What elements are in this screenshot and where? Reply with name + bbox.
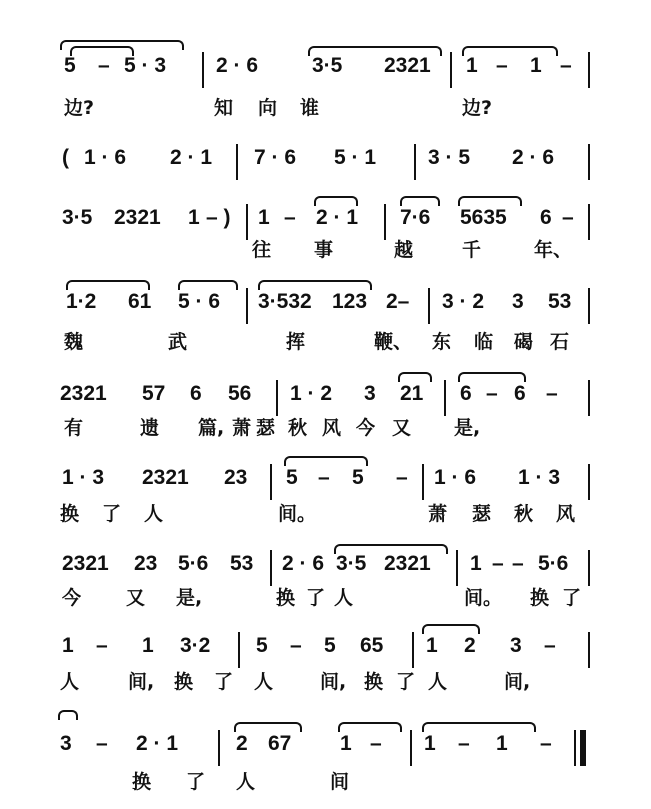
bar-line [276,380,278,416]
note: – [486,382,498,405]
bar-line [588,550,590,586]
note: 2321 [60,382,107,405]
note: 1 [258,206,270,229]
note: 3 [60,732,72,755]
lyric-char: 秋 [514,503,534,525]
lyric-char: 换 [276,587,296,609]
note: – [96,732,108,755]
note: 5 [64,54,76,77]
note: 5·6 [538,552,569,575]
note: 1 [142,634,154,657]
note: 2 · 6 [512,146,555,169]
slur-arc [422,722,536,732]
note: 5635 [460,206,507,229]
note: 6 [514,382,526,405]
note: 6 [460,382,472,405]
bar-line [574,730,576,766]
note: 3·5 [336,552,367,575]
bar-line [588,464,590,500]
lyric-char: 年、 [534,239,573,261]
note: – [396,466,408,489]
note: 2 [464,634,476,657]
lyric-char: 萧 [232,417,252,439]
note: 2 · 1 [316,206,359,229]
note: 1 [470,552,482,575]
note: – [98,54,110,77]
bar-line [246,204,248,240]
note: 1 · 3 [62,466,105,489]
bar-line [422,464,424,500]
bar-line [218,730,220,766]
bar-line [456,550,458,586]
note: 3·5 [62,206,93,229]
note: 2 [236,732,248,755]
note: 1 [426,634,438,657]
lyric-char: 间。 [464,587,503,609]
note: 2321 [384,54,431,77]
note: 1 [188,206,200,229]
bar-line [588,380,590,416]
bar-line [238,632,240,668]
bar-line [428,288,430,324]
note: – [284,206,296,229]
lyric-char: 人 [144,503,164,525]
bar-line [410,730,412,766]
lyric-char: 碣 [514,331,534,353]
note: 1 [496,732,508,755]
note: 67 [268,732,292,755]
bar-line [270,550,272,586]
note: 5 [286,466,298,489]
note: 2 · 1 [170,146,213,169]
bar-line [384,204,386,240]
note: 7 · 6 [254,146,297,169]
note: 1 [530,54,542,77]
lyric-char: 又 [126,587,146,609]
note: 5 · 3 [124,54,167,77]
note: 3·2 [180,634,211,657]
note: 5·6 [178,552,209,575]
note: 6 [540,206,552,229]
lyric-char: 间, [128,671,155,693]
lyric-char: 东 [432,331,452,353]
note: 2321 [384,552,431,575]
note: 1 · 6 [84,146,127,169]
note: 2 · 6 [282,552,325,575]
bar-line [444,380,446,416]
bar-line [588,204,590,240]
lyric-char: 了 [562,587,582,609]
lyric-char: 了 [396,671,416,693]
lyric-char: 今 [62,587,82,609]
lyric-char: 事 [314,239,334,261]
bar-line [270,464,272,500]
lyric-char: 秋 [288,417,308,439]
note: 3 [512,290,524,313]
lyric-char: 间, [320,671,347,693]
lyric-char: 间, [504,671,531,693]
note: 5 · 6 [178,290,221,313]
lyric-char: 有 [64,417,84,439]
note: 1·2 [66,290,97,313]
lyric-char: 人 [334,587,354,609]
note: 23 [224,466,248,489]
note: ( [62,146,69,169]
note: 23 [134,552,158,575]
lyric-char: 又 [392,417,412,439]
note: 7·6 [400,206,431,229]
note: 3·532 [258,290,312,313]
lyric-char: 了 [186,771,206,793]
note: 6 [190,382,202,405]
lyric-char: 换 [530,587,550,609]
lyric-char: 人 [60,671,80,693]
bar-line [412,632,414,668]
note: – [562,206,574,229]
lyric-char: 谁 [300,97,320,119]
note: 2321 [142,466,189,489]
lyric-char: 边? [462,97,493,119]
bar-line [236,144,238,180]
note: 1 [424,732,436,755]
lyric-char: 往 [252,239,272,261]
note: 3 · 5 [428,146,471,169]
note: 5 [256,634,268,657]
note: 61 [128,290,152,313]
note: 56 [228,382,252,405]
lyric-char: 人 [236,771,256,793]
lyric-char: 遗 [140,417,160,439]
bar-line [246,288,248,324]
note: 53 [230,552,254,575]
note: 5 [324,634,336,657]
lyric-char: 石 [550,331,570,353]
note: 3 · 2 [442,290,485,313]
note: 1 · 2 [290,382,333,405]
note: 123 [332,290,368,313]
note: 5 · 1 [334,146,377,169]
note: – [496,54,508,77]
slur-arc [60,40,184,50]
lyric-char: 瑟 [472,503,492,525]
lyric-char: 是, [454,417,481,439]
note: 2– [386,290,410,313]
lyric-char: 向 [258,97,278,119]
note: – [540,732,552,755]
lyric-char: 鞭、 [374,331,413,353]
bar-line [414,144,416,180]
note: 3 [364,382,376,405]
bar-line [588,144,590,180]
lyric-char: 边? [64,97,95,119]
bar-line [588,288,590,324]
note: – [492,552,504,575]
note: – [318,466,330,489]
note: 65 [360,634,384,657]
note: 2 · 6 [216,54,259,77]
note: 1 · 3 [518,466,561,489]
lyric-char: 换 [132,771,152,793]
note: – [546,382,558,405]
note: 21 [400,382,424,405]
lyric-char: 换 [364,671,384,693]
note: 2 · 1 [136,732,179,755]
final-bar-line [580,730,586,766]
note: 1 · 6 [434,466,477,489]
note: – [512,552,524,575]
bar-line [588,52,590,88]
lyric-char: 了 [306,587,326,609]
lyric-char: 人 [428,671,448,693]
bar-line [588,632,590,668]
lyric-char: 换 [60,503,80,525]
bar-line [450,52,452,88]
lyric-char: 千 [462,239,482,261]
note: 1 [340,732,352,755]
note: – [544,634,556,657]
lyric-char: 间 [330,771,350,793]
note: – [560,54,572,77]
lyric-char: 间。 [278,503,317,525]
lyric-char: 魏 [64,331,84,353]
note: 1 [466,54,478,77]
note: 3 [510,634,522,657]
bar-line [202,52,204,88]
lyric-char: 了 [214,671,234,693]
lyric-char: 篇, [198,417,225,439]
lyric-char: 换 [174,671,194,693]
note: 3·5 [312,54,343,77]
note: – [458,732,470,755]
note: 57 [142,382,166,405]
lyric-char: 知 [214,97,234,119]
note: – ) [206,206,231,229]
lyric-char: 瑟 [256,417,276,439]
note: – [290,634,302,657]
lyric-char: 了 [102,503,122,525]
lyric-char: 萧 [428,503,448,525]
note: 2321 [114,206,161,229]
note: – [96,634,108,657]
note: 53 [548,290,572,313]
lyric-char: 风 [322,417,342,439]
lyric-char: 越 [394,239,414,261]
lyric-char: 今 [356,417,376,439]
lyric-char: 临 [474,331,494,353]
fermata-arc [58,710,78,720]
note: 2321 [62,552,109,575]
lyric-char: 是, [176,587,203,609]
note: – [370,732,382,755]
lyric-char: 人 [254,671,274,693]
lyric-char: 武 [168,331,188,353]
note: 1 [62,634,74,657]
lyric-char: 风 [556,503,576,525]
lyric-char: 挥 [286,331,306,353]
note: 5 [352,466,364,489]
